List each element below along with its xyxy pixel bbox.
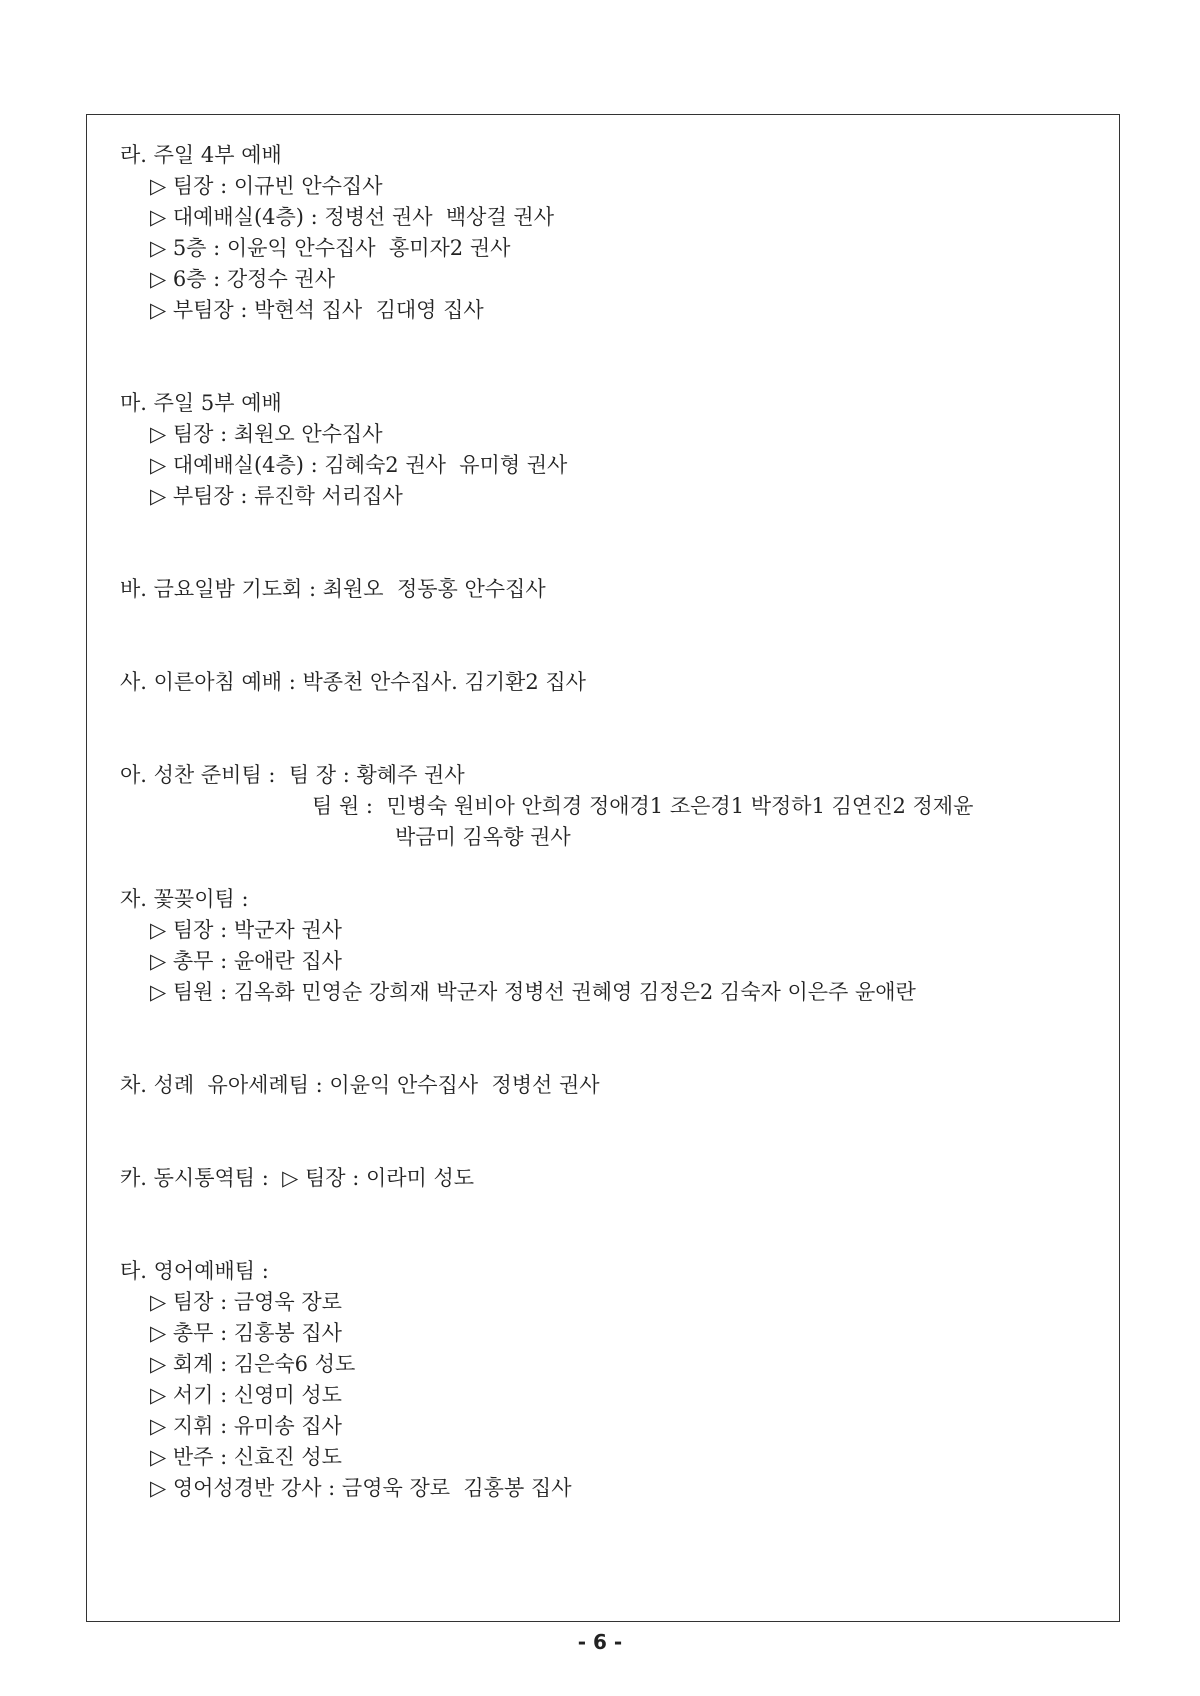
team-members-line: 팀 원 : 민병숙 원비아 안희경 정애경1 조은경1 박정하1 김연진2 정제윤 xyxy=(312,794,974,818)
list-item: ▷ 회계 : 김은숙6 성도 xyxy=(150,1352,356,1376)
list-item: ▷ 팀장 : 박군자 권사 xyxy=(150,918,342,942)
list-item: ▷ 영어성경반 강사 : 금영욱 장로 김홍봉 집사 xyxy=(150,1476,572,1500)
list-item: ▷ 팀장 : 이규빈 안수집사 xyxy=(150,174,383,198)
list-item: ▷ 총무 : 윤애란 집사 xyxy=(150,949,342,973)
section-friday-prayer: 바. 금요일밤 기도회 : 최원오 정동홍 안수집사 xyxy=(120,577,546,601)
page-number: - 6 - xyxy=(577,1630,623,1654)
section-communion-team xyxy=(120,760,1100,853)
list-item: ▷ 부팀장 : 류진학 서리집사 xyxy=(150,484,403,508)
list-item: ▷ 부팀장 : 박현석 집사 김대영 집사 xyxy=(150,298,484,322)
section-english-service-team xyxy=(120,1256,1100,1504)
section-sunday-5th-service xyxy=(120,388,1100,512)
list-item: ▷ 6층 : 강정수 권사 xyxy=(150,267,336,291)
section-title: 타. 영어예배팀 : xyxy=(120,1259,269,1283)
section-title: 마. 주일 5부 예배 xyxy=(120,391,282,415)
document-body xyxy=(120,140,1100,1504)
list-item: ▷ 총무 : 김홍봉 집사 xyxy=(150,1321,342,1345)
team-members-line: 박금미 김옥향 권사 xyxy=(395,825,571,849)
section-early-morning-service: 사. 이른아침 예배 : 박종천 안수집사. 김기환2 집사 xyxy=(120,670,586,694)
list-item: ▷ 대예배실(4층) : 정병선 권사 백상걸 권사 xyxy=(150,205,554,229)
list-item: ▷ 팀원 : 김옥화 민영순 강희재 박군자 정병선 권혜영 김정은2 김숙자 이은주 윤애란 xyxy=(150,980,916,1004)
list-item: ▷ 5층 : 이윤익 안수집사 홍미자2 권사 xyxy=(150,236,511,260)
list-item: ▷ 지휘 : 유미송 집사 xyxy=(150,1414,342,1438)
section-flower-team xyxy=(120,884,1100,1008)
list-item: ▷ 팀장 : 금영욱 장로 xyxy=(150,1290,342,1314)
section-title: 아. 성찬 준비팀 : 팀 장 : 황혜주 권사 xyxy=(120,763,465,787)
section-interpretation-team: 카. 동시통역팀 : ▷ 팀장 : 이라미 성도 xyxy=(120,1166,475,1190)
list-item: ▷ 서기 : 신영미 성도 xyxy=(150,1383,342,1407)
list-item: ▷ 대예배실(4층) : 김혜숙2 권사 유미형 권사 xyxy=(150,453,568,477)
section-title: 자. 꽃꽂이팀 : xyxy=(120,887,249,911)
section-title: 라. 주일 4부 예배 xyxy=(120,143,282,167)
list-item: ▷ 팀장 : 최원오 안수집사 xyxy=(150,422,383,446)
section-baptism-team: 차. 성례 유아세례팀 : 이윤익 안수집사 정병선 권사 xyxy=(120,1073,600,1097)
section-sunday-4th-service xyxy=(120,140,1100,326)
list-item: ▷ 반주 : 신효진 성도 xyxy=(150,1445,342,1469)
